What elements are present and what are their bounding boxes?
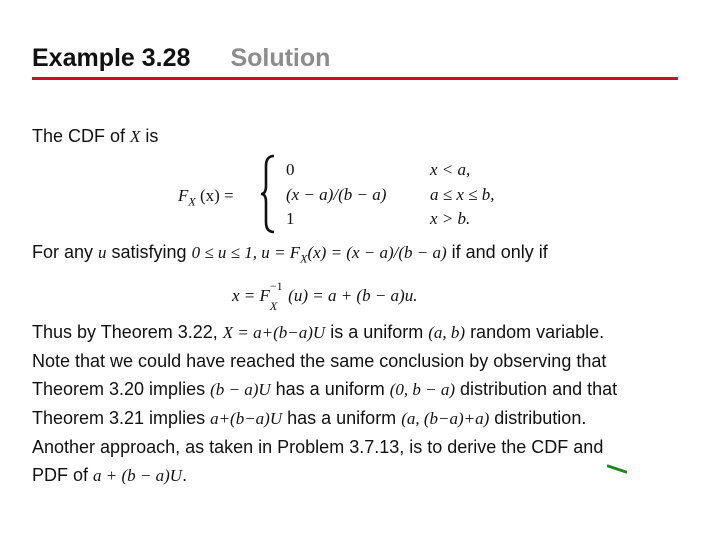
any-u-math: (x) = (x − a)/(b − a): [307, 243, 447, 262]
slide-title: [32, 44, 330, 73]
title-rule: [32, 77, 678, 80]
intro-text-after: is: [140, 126, 159, 146]
body-text: random variable.: [465, 322, 605, 342]
intro-var: X: [130, 127, 141, 146]
cdf-case-condition: a ≤ x ≤ b,: [430, 185, 495, 204]
any-u-sub: X: [300, 251, 308, 266]
inverse-sup: −1: [269, 279, 283, 293]
cdf-case-condition: x > b.: [430, 209, 471, 228]
inverse-sub: X: [269, 299, 278, 313]
cdf-lhs-F: F: [178, 186, 189, 205]
body-math: a + (b − a)U: [93, 466, 183, 485]
body-math: a+(b−a)U: [210, 409, 283, 428]
body-line: [32, 318, 682, 347]
any-u-var: u: [98, 243, 107, 262]
title-sub: Solution: [230, 44, 331, 72]
body-text: has a uniform: [270, 379, 390, 399]
body-line: Another approach, as taken in Problem 3.7.13, is to derive the CDF and: [32, 437, 604, 457]
any-u-math: 0 ≤ u ≤ 1, u = F: [191, 243, 301, 262]
body-text: PDF of: [32, 465, 94, 485]
intro-text-before: The CDF of: [32, 126, 131, 146]
inverse-equation: [232, 279, 418, 313]
body-line: Note that we could have reached the same conclusion by observing that: [32, 351, 607, 371]
left-brace-icon: [260, 154, 276, 234]
body-line: [32, 404, 682, 433]
inverse-scripts: [269, 279, 284, 313]
intro-line: [32, 125, 158, 148]
body-text: Theorem 3.20 implies: [32, 379, 211, 399]
cdf-lhs-sub: X: [188, 194, 196, 209]
any-u-text: For any: [32, 242, 99, 262]
any-u-line: [32, 241, 548, 270]
body-text: Theorem 3.21 implies: [32, 408, 211, 428]
any-u-text: if and only if: [446, 242, 548, 262]
body-math: (b − a)U: [210, 380, 271, 399]
pen-mark: [607, 464, 627, 474]
body-paragraph: [32, 318, 682, 490]
cdf-lhs-arg: (x) =: [195, 186, 234, 205]
title-main: Example 3.28: [32, 44, 191, 72]
body-text: distribution.: [489, 408, 587, 428]
cdf-case-value: 1: [286, 209, 295, 228]
body-math: X = a+(b−a)U: [222, 323, 326, 342]
body-text: distribution and that: [455, 379, 618, 399]
inverse-rhs: (u) = a + (b − a)u.: [283, 286, 418, 305]
body-line: [32, 461, 682, 490]
body-text: Thus by Theorem 3.22,: [32, 322, 223, 342]
cdf-case-value: 0: [286, 160, 295, 179]
body-math: (0, b − a): [389, 380, 456, 399]
body-math: (a, b): [428, 323, 466, 342]
any-u-text: satisfying: [106, 242, 192, 262]
inverse-lhs: x = F: [232, 286, 270, 305]
cdf-case-value: (x − a)/(b − a): [286, 185, 387, 204]
body-math: (a, (b−a)+a): [401, 409, 490, 428]
body-text: is a uniform: [325, 322, 429, 342]
cdf-lhs: [178, 186, 234, 209]
cdf-case-condition: x < a,: [430, 160, 471, 179]
body-text: .: [182, 465, 188, 485]
body-text: has a uniform: [282, 408, 402, 428]
body-line: [32, 375, 682, 404]
